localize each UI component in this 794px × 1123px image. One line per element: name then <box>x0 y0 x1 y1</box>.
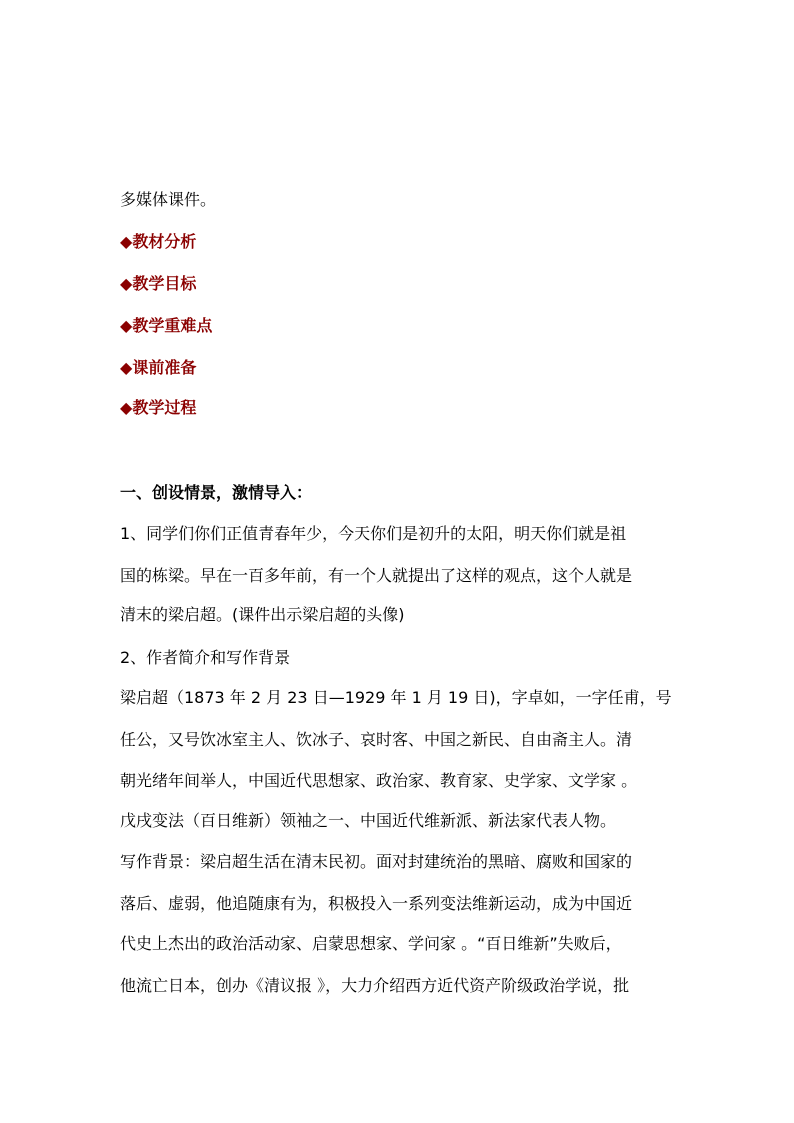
paragraph-line: 戊戌变法（百日维新）领袖之一、中国近代维新派、新法家代表人物。 <box>120 811 617 830</box>
nav-item-label: 教学过程 <box>132 398 197 417</box>
diamond-bullet-icon: ◆ <box>120 316 133 335</box>
diamond-bullet-icon: ◆ <box>120 232 133 251</box>
paragraph-line: 国的栋梁。早在一百多年前，有一个人就提出了这样的观点，这个人就是 <box>120 566 633 585</box>
paragraph-line: 写作背景：梁启超生活在清末民初。面对封建统治的黑暗、腐败和国家的 <box>120 852 633 871</box>
nav-item-guocheng[interactable] <box>120 397 196 419</box>
nav-item-kexian[interactable] <box>120 357 196 379</box>
paragraph-line: 朝光绪年间举人，中国近代思想家、政治家、教育家、史学家、文学家 。 <box>120 771 638 790</box>
paragraph-line: 他流亡日本，创办《清议报 》，大力介绍西方近代资产阶级政治学说，批 <box>120 976 630 995</box>
intro-text: 多媒体课件。 <box>120 190 217 209</box>
paragraph-line: 清末的梁启超。(课件出示梁启超的头像) <box>120 605 405 624</box>
nav-item-label: 课前准备 <box>132 358 197 377</box>
nav-item-label: 教学重难点 <box>132 316 213 335</box>
paragraph-line: 梁启超（1873 年 2 月 23 日—1929 年 1 月 19 日)，字卓如，一字任甫，号 <box>120 688 672 707</box>
paragraph-line: 任公，又号饮冰室主人、饮冰子、哀时客、中国之新民、自由斋主人。清 <box>120 730 633 749</box>
diamond-bullet-icon: ◆ <box>120 358 133 377</box>
diamond-bullet-icon: ◆ <box>120 398 133 417</box>
section-heading: 一、创设情景，激情导入： <box>120 483 313 502</box>
nav-item-zhongnandian[interactable] <box>120 315 212 337</box>
nav-item-jiaocai[interactable] <box>120 231 196 253</box>
paragraph-line: 代史上杰出的政治活动家、启蒙思想家、学问家 。“百日维新”失败后， <box>120 934 622 953</box>
paragraph-line: 1、同学们你们正值青春年少，今天你们是初升的太阳，明天你们就是祖 <box>120 524 627 543</box>
paragraph-line: 2、作者简介和写作背景 <box>120 648 291 667</box>
nav-item-mubiao[interactable] <box>120 273 196 295</box>
nav-item-label: 教材分析 <box>132 232 197 251</box>
diamond-bullet-icon: ◆ <box>120 274 133 293</box>
nav-item-label: 教学目标 <box>132 274 197 293</box>
paragraph-line: 落后、虚弱，他追随康有为，积极投入一系列变法维新运动，成为中国近 <box>120 894 633 913</box>
